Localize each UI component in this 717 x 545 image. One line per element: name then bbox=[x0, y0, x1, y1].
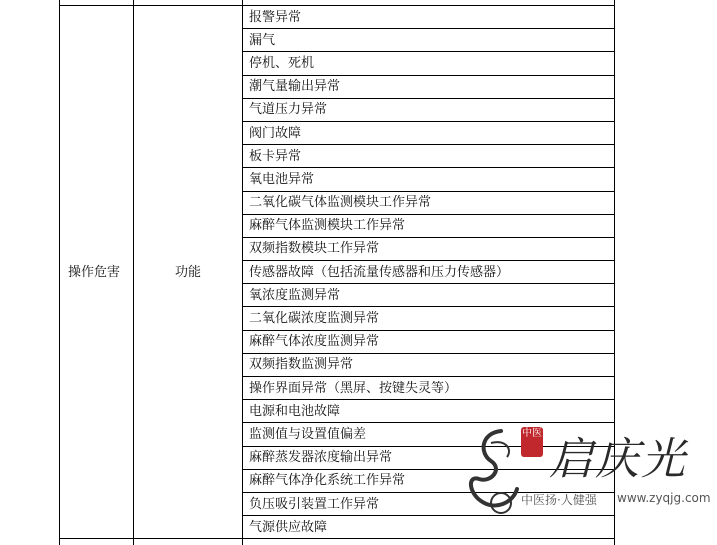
hazard-item-cell: 停机、死机 bbox=[243, 52, 615, 75]
hazard-item-cell: 氧浓度监测异常 bbox=[243, 284, 615, 307]
hazard-item-cell: 麻醉气体净化系统工作异常 bbox=[243, 469, 615, 492]
hazard-item-cell: 传感器故障（包括流量传感器和压力传感器） bbox=[243, 261, 615, 284]
hazard-item-cell: 报警异常 bbox=[243, 6, 615, 29]
hazard-item-cell: 麻醉气体浓度监测异常 bbox=[243, 330, 615, 353]
watermark-url: www.zyqjg.com bbox=[617, 491, 711, 505]
table-row bbox=[60, 6, 615, 29]
hazard-item-cell: 二氧化碳气体监测模块工作异常 bbox=[243, 191, 615, 214]
hazard-item-cell: 监测值与设置值偏差 bbox=[243, 423, 615, 446]
hazard-item-cell: 板卡异常 bbox=[243, 145, 615, 168]
hazard-item-cell: 负压吸引装置工作异常 bbox=[243, 492, 615, 515]
watermark-slogan: 中医扬·人健强 bbox=[521, 493, 597, 507]
hazard-item-cell: 漏气 bbox=[243, 29, 615, 52]
hazard-item-cell: 操作界面异常（黑屏、按键失灵等） bbox=[243, 377, 615, 400]
hazard-item-cell: 氧电池异常 bbox=[243, 168, 615, 191]
hazard-item-cell: 双频指数模块工作异常 bbox=[243, 237, 615, 260]
hazard-item-cell: 二氧化碳浓度监测异常 bbox=[243, 307, 615, 330]
category-cell: 操作危害 bbox=[60, 6, 134, 539]
hazard-item-cell: 阀门故障 bbox=[243, 121, 615, 144]
hazard-item-cell: 潮气量输出异常 bbox=[243, 75, 615, 98]
hazard-item-cell: 麻醉气体监测模块工作异常 bbox=[243, 214, 615, 237]
hazard-item-cell: 麻醉蒸发器浓度输出异常 bbox=[243, 446, 615, 469]
watermark-seal: 中医 bbox=[521, 427, 543, 457]
hazard-item-cell: 气道压力异常 bbox=[243, 98, 615, 121]
subcategory-cell: 功能 bbox=[134, 6, 243, 539]
hazard-item-cell: 双频指数监测异常 bbox=[243, 353, 615, 376]
hazard-item-cell: 气源供应故障 bbox=[243, 516, 615, 539]
watermark-logo bbox=[461, 423, 711, 523]
hazard-item-cell: 电源和电池故障 bbox=[243, 400, 615, 423]
watermark-name: 启庆光 bbox=[549, 434, 687, 485]
table-next-row bbox=[60, 539, 615, 545]
